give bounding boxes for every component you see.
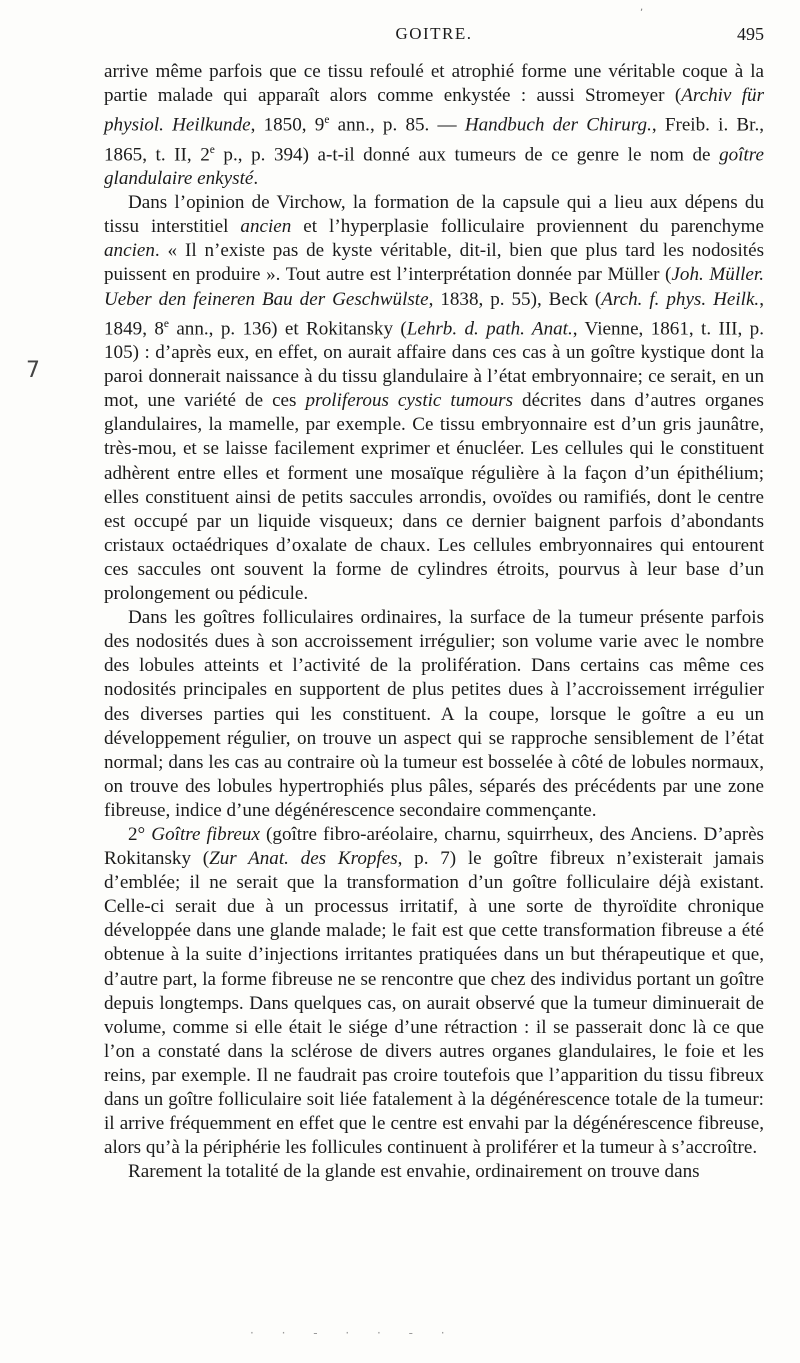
italic-citation: ancien	[104, 240, 155, 262]
paragraph-goitre-fibreux: 2° Goître fibreux (goître fibro-aréolaire, charnu, squirrheux, des Anciens. D’après Rokitansky (Zur Anat. des Kropfes, p. 7) le goître fibreux n’existerait jamais d’emblée; il ne serait que la transformation d’un goître folliculaire déjà existant. Celle-ci serait due à un processus irritatif, à une sorte de thyroïdite chronique développée dans une glande malade; le fait est que cette transformation fibreuse a été obtenue à la suite d’injections irritantes pratiquées dans un but thérapeutique et que, d’autre part, la forme fibreuse ne se rencontre que chez des individus portant un goître depuis longtemps. Dans quelques cas, on aurait observé que la tumeur diminuerait de volume, comme si elle était le siége d’une rétraction : il se passerait donc là ce que l’on a constaté dans la sclérose de divers autres organes glandulaires, le foie et les reins, par exemple. Il ne faudrait pas croire toutefois que l’apparition du tissu fibreux dans un goître folliculaire soit liée fatalement à la dégénérescence totale de la tumeur: il arrive fréquemment en effet que le centre est envahi par la dégénérescence fibreuse, alors qu’à la périphérie les follicules continuent à proliférer et la tumeur à s’accroître.	[104, 823, 764, 1159]
italic-citation: Goître fibreux	[151, 823, 260, 845]
paragraph-goitres-folliculaires: Dans les goîtres folliculaires ordinaires, la surface de la tumeur présente parfois des nodosités dues à son accroissement irrégulier; son volume varie avec le nombre des lobules atteints et l’activité de la prolifération. Dans certains cas même ces nodosités principales en supportent de plus petites dues à l’accroissement irrégulier des diverses parties qui les constituent. A la coupe, lorsque le goître a eu un développement régulier, on trouve un aspect qui se rapproche sensiblement de l’état normal; dans les cas au contraire où la tumeur est bosselée à côté de lobules normaux, on trouve des lobules hypertrophiés plus pâles, séparés des précédents par une zone fibreuse, indice d’une dégénérescence secondaire commençante.	[104, 607, 764, 821]
margin-pencil-mark: 7	[26, 358, 40, 383]
page-number: 495	[737, 24, 764, 44]
superscript: e	[324, 114, 330, 127]
italic-citation: Handbuch der Chirurg.	[464, 114, 652, 136]
italic-citation: ancien	[240, 216, 292, 238]
paragraph-rarement: Rarement la totalité de la glande est envahie, ordinairement on trouve dans	[128, 1161, 700, 1183]
running-title: GOITRE.	[395, 24, 473, 43]
italic-citation: goître glandulaire enkysté	[104, 144, 764, 190]
paragraph-continued: arrive même parfois que ce tissu refoulé et atrophié forme une véritable coque à la partie malade qui apparaît alors comme enkystée : aussi Stromeyer (Archiv für physiol. Heilkunde, 1850, 9e ann., p. 85. — Handbuch der Chirurg., Freib. i. Br., 1865, t. II, 2e p., p. 394) a-t-il donné aux tumeurs de ce genre le nom de goître glandulaire enkysté.	[104, 61, 765, 190]
italic-citation: proliferous cystic tumours	[305, 390, 514, 412]
running-head	[104, 24, 764, 52]
italic-citation: Joh. Müller. Ueber den feineren Bau der Geschwülste	[104, 264, 764, 310]
italic-citation: Arch. f. phys. Heilk.	[601, 288, 760, 310]
italic-citation: Zur Anat. des Kropfes	[209, 848, 398, 870]
superscript: e	[209, 143, 215, 156]
paragraph-virchow: Dans l’opinion de Virchow, la formation de la capsule qui a lieu aux dépens du tissu interstitiel ancien et l’hyperplasie folliculaire proviennent du parenchyme ancien. « Il n’existe pas de kyste véritable, dit-il, bien que plus tard les nodosités puissent en produire ». Tout autre est l’interprétation donnée par Müller (Joh. Müller. Ueber den feineren Bau der Geschwülste, 1838, p. 55), Beck (Arch. f. phys. Heilk., 1849, 8e ann., p. 136) et Rokitansky (Lehrb. d. path. Anat., Vienne, 1861, t. III, p. 105) : d’après eux, en effet, on aurait affaire dans ces cas à un goître kystique dont la paroi donnerait naissance à du tissu glandulaire à l’état embryonnaire; ce serait, en un mot, une variété de ces proliferous cystic tumours décrites dans d’autres organes glandulaires, la mamelle, par exemple. Ce tissu embryonnaire est d’un gris jaunâtre, très-mou, et se laisse facilement exprimer et énucléer. Les cellules qui le constituent adhèrent entre elles et forment une mosaïque régulière à la façon d’un épithélium; elles constituent ainsi de petits saccules arrondis, ovoïdes ou ramifiés, dont le centre est occupé par un liquide visqueux; dans ce dernier baignent parfois d’abondants cristaux octaédriques d’oxalate de chaux. Les cellules embryonnaires qui entourent ces saccules ont souvent la forme de cylindres étroits, pourvus à leur base d’un prolongement ou pédicule.	[104, 192, 764, 605]
italic-citation: Archiv für physiol. Heilkunde	[104, 85, 764, 136]
top-edge-mark: ,	[640, 2, 644, 13]
bottom-page-specks: · · - · · - ·	[250, 1326, 457, 1340]
superscript: e	[163, 317, 169, 330]
italic-citation: Lehrb. d. path. Anat.	[406, 318, 573, 340]
body-text	[104, 60, 764, 1184]
